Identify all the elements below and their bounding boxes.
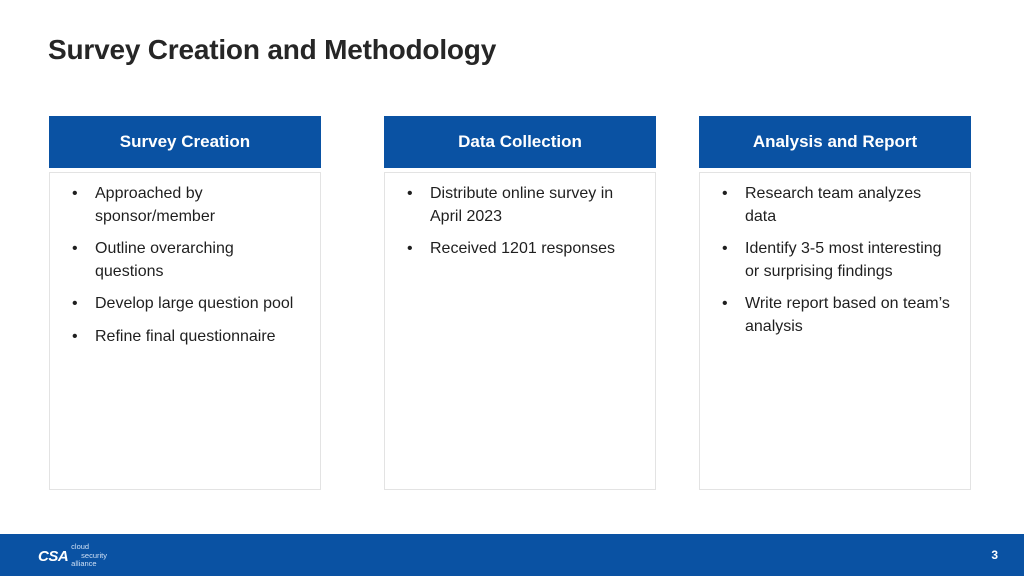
- bullet-icon: •: [407, 185, 413, 202]
- list-item-text: Received 1201 responses: [430, 240, 616, 257]
- list-item: [50, 183, 306, 228]
- list-item: [385, 183, 641, 228]
- list-item: [700, 238, 956, 283]
- list-item: [50, 293, 306, 316]
- csa-logo: [38, 542, 107, 570]
- list-item: [50, 238, 306, 283]
- list-item-text: Distribute online survey in April 2023: [430, 185, 614, 225]
- list-item: [700, 293, 956, 338]
- bullet-icon: •: [722, 240, 728, 257]
- bullet-icon: •: [72, 327, 78, 345]
- logo-word: cloud: [71, 542, 90, 552]
- slide-title: Survey Creation and Methodology: [48, 34, 497, 65]
- bullet-icon: •: [407, 240, 413, 257]
- bullet-list: [700, 183, 956, 338]
- column-analysis-and-report: [699, 116, 971, 490]
- logo-wordmark: [71, 543, 107, 569]
- bullet-list: [50, 183, 306, 348]
- column-header: Data Collection: [384, 116, 656, 168]
- list-item-text: Outline overarching questions: [95, 240, 234, 280]
- footer-bar: [0, 534, 1024, 576]
- column-body: [384, 172, 656, 490]
- bullet-icon: •: [722, 185, 728, 202]
- bullet-list: [385, 183, 641, 261]
- list-item-text: Write report based on team’s analysis: [745, 295, 950, 335]
- list-item-text: Develop large question pool: [95, 295, 294, 312]
- column-header: Analysis and Report: [699, 116, 971, 168]
- column-survey-creation: [49, 116, 321, 490]
- bullet-icon: •: [72, 240, 78, 257]
- list-item-text: Approached by sponsor/member: [95, 185, 216, 225]
- logo-mark: CSA: [38, 547, 69, 565]
- logo-word: alliance: [71, 559, 97, 569]
- bullet-icon: •: [72, 295, 78, 312]
- list-item: [385, 238, 641, 261]
- column-header: Survey Creation: [49, 116, 321, 168]
- logo-word: security: [81, 550, 108, 560]
- page-number: 3: [991, 548, 998, 562]
- column-body: [49, 172, 321, 490]
- bullet-icon: •: [722, 295, 728, 312]
- list-item-text: Identify 3-5 most interesting or surprising findings: [745, 240, 942, 280]
- list-item: [50, 326, 306, 349]
- list-item-text: Refine final questionnaire: [95, 327, 276, 345]
- list-item: [700, 183, 956, 228]
- column-data-collection: [384, 116, 656, 490]
- list-item-text: Research team analyzes data: [745, 185, 922, 225]
- column-body: [699, 172, 971, 490]
- bullet-icon: •: [72, 185, 78, 202]
